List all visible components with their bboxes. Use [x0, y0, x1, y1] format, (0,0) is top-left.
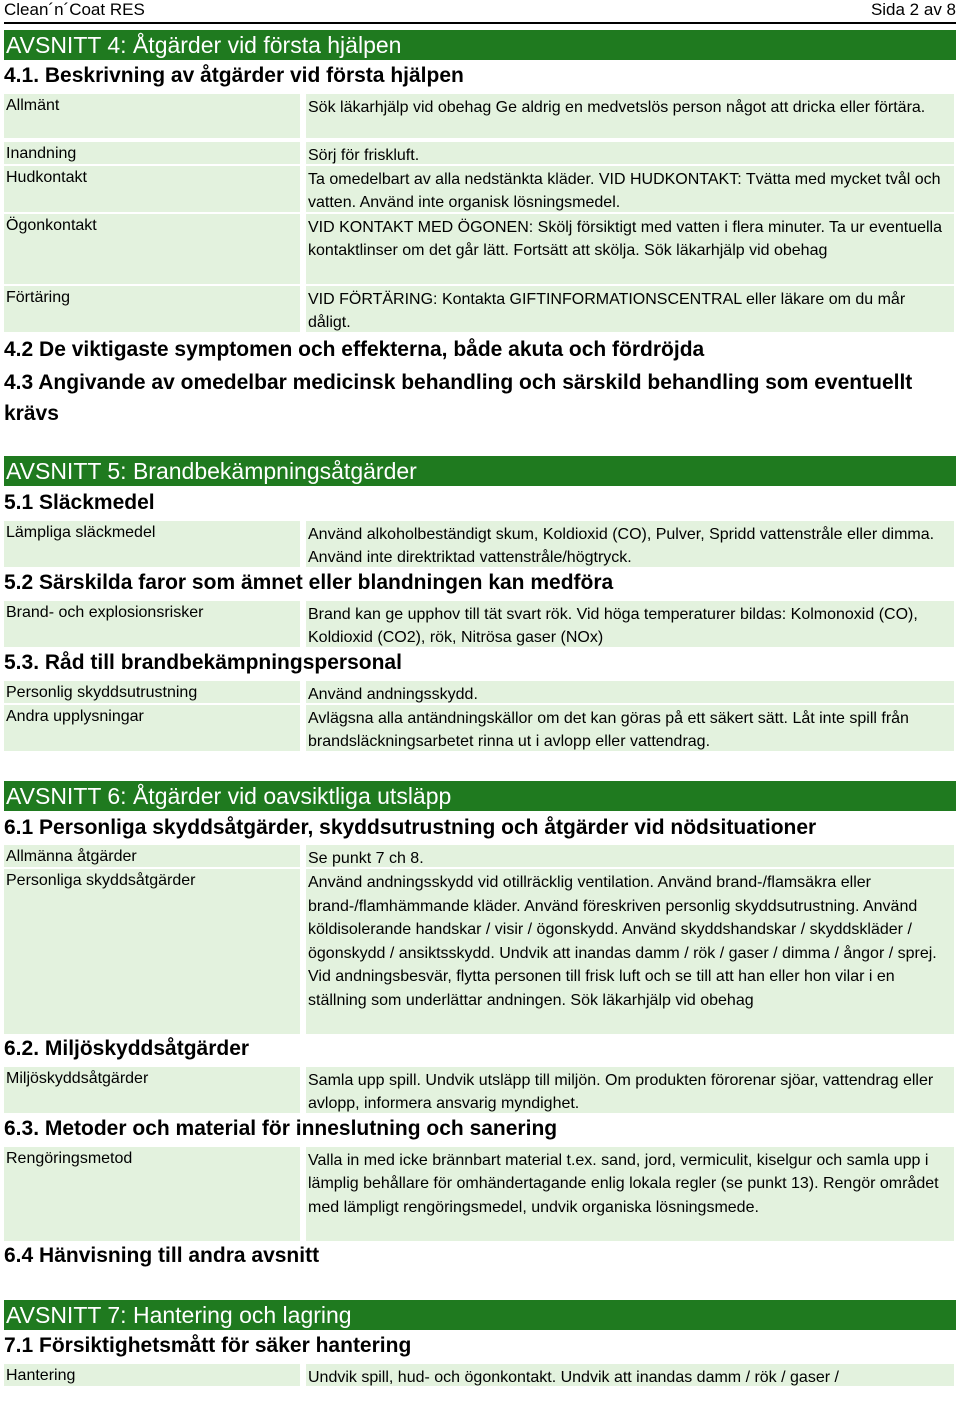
- header-divider: [4, 22, 956, 24]
- label-allmanna-atgarder: Allmänna åtgärder: [4, 845, 300, 867]
- label-hudkontakt: Hudkontakt: [4, 166, 300, 212]
- heading-4-2: 4.2 De viktigaste symptomen och effekterna, både akuta och fördröjda: [4, 338, 705, 361]
- text-personliga-skyddsatgarder: Använd andningsskydd vid otillräcklig ventilation. Använd brand-/flamsäkra eller brand-/flamhämmande kläder. Använd föreskriven personlig skyddsutrustning. Använd köldisolerande handskar / visir / ögonskydd. Använd skyddshandskar / skyddskläder / ögonskydd / ansiktsskydd. Undvik att inandas damm / rök / gaser / dimma / ångor / sprej. Vid andningsbesvär, flytta personen till frisk luft och se till att han eller hon vilar i en ställning som underlättar andningen. Sök läkarhjälp vid obehag: [306, 869, 954, 1034]
- heading-6-1: 6.1 Personliga skyddsåtgärder, skyddsutrustning och åtgärder vid nödsituationer: [4, 816, 817, 839]
- text-allmant: Sök läkarhjälp vid obehag Ge aldrig en medvetslös person något att dricka eller förtära.: [306, 94, 954, 138]
- label-miljoskyddsatgarder: Miljöskyddsåtgärder: [4, 1067, 300, 1113]
- text-fortaring: VID FÖRTÄRING: Kontakta GIFTINFORMATIONSCENTRAL eller läkare om du mår dåligt.: [306, 286, 954, 332]
- label-brand-explosionsrisker: Brand- och explosionsrisker: [4, 601, 300, 647]
- label-personlig-skyddsutrustning: Personlig skyddsutrustning: [4, 681, 300, 703]
- heading-5-3: 5.3. Råd till brandbekämpningspersonal: [4, 651, 402, 674]
- text-rengoringsmetod: Valla in med icke brännbart material t.ex. sand, jord, vermiculit, kiselgur och samla upp i lämplig behållare för omhändertagande enlig lokala regler (se punkt 13). Rengör området med lämpligt rengöringsmedel, undvik organiska lösningsmede.: [306, 1147, 954, 1241]
- label-lampliga-slackmedel: Lämpliga släckmedel: [4, 521, 300, 567]
- text-personlig-skyddsutrustning: Använd andningsskydd.: [306, 681, 954, 703]
- text-hudkontakt: Ta omedelbart av alla nedstänkta kläder. VID HUDKONTAKT: Tvätta med mycket tvål och vatten. Använd inte organisk lösningsmedel.: [306, 166, 954, 212]
- text-inandning: Sörj för friskluft.: [306, 142, 954, 164]
- text-hantering: Undvik spill, hud- och ögonkontakt. Undvik att inandas damm / rök / gaser /: [306, 1364, 954, 1386]
- label-andra-upplysningar: Andra upplysningar: [4, 705, 300, 751]
- label-allmant: Allmänt: [4, 94, 300, 138]
- text-ogonkontakt: VID KONTAKT MED ÖGONEN: Skölj försiktigt med vatten i flera minuter. Ta ur eventuella kontaktlinser om det går lätt. Fortsätt att skölja. Sök läkarhjälp vid obehag: [306, 214, 954, 284]
- label-inandning: Inandning: [4, 142, 300, 164]
- text-lampliga-slackmedel: Använd alkoholbeständigt skum, Koldioxid (CO), Pulver, Spridd vattenstråle eller dimma. Använd inte direktriktad vattenstråle/högtryck.: [306, 521, 954, 567]
- label-fortaring: Förtäring: [4, 286, 300, 332]
- heading-6-3: 6.3. Metoder och material för inneslutning och sanering: [4, 1117, 558, 1140]
- section-7-title: AVSNITT 7: Hantering och lagring: [4, 1300, 956, 1330]
- section-4-title: AVSNITT 4: Åtgärder vid första hjälpen: [4, 30, 956, 60]
- label-rengoringsmetod: Rengöringsmetod: [4, 1147, 300, 1241]
- text-miljoskyddsatgarder: Samla upp spill. Undvik utsläpp till miljön. Om produkten förorenar sjöar, vattendrag eller avlopp, informera ansvarig myndighet.: [306, 1067, 954, 1113]
- heading-7-1: 7.1 Försiktighetsmått för säker hantering: [4, 1334, 412, 1357]
- label-ogonkontakt: Ögonkontakt: [4, 214, 300, 284]
- label-hantering: Hantering: [4, 1364, 300, 1386]
- heading-4-3: 4.3 Angivande av omedelbar medicinsk behandling och särskild behandling som eventuellt krävs: [4, 371, 913, 425]
- section-5-title: AVSNITT 5: Brandbekämpningsåtgärder: [4, 456, 956, 486]
- text-brand-explosionsrisker: Brand kan ge upphov till tät svart rök. Vid höga temperaturer bildas: Kolmonoxid (CO), Koldioxid (CO2), rök, Nitrösa gaser (NOx): [306, 601, 954, 647]
- product-name: Clean´n´Coat RES: [4, 0, 145, 19]
- heading-4-1: 4.1. Beskrivning av åtgärder vid första hjälpen: [4, 64, 464, 87]
- section-6-title: AVSNITT 6: Åtgärder vid oavsiktliga utsläpp: [4, 781, 956, 811]
- heading-6-2: 6.2. Miljöskyddsåtgärder: [4, 1037, 250, 1060]
- label-personliga-skyddsatgarder: Personliga skyddsåtgärder: [4, 869, 300, 1034]
- text-andra-upplysningar: Avlägsna alla antändningskällor om det kan göras på ett säkert sätt. Låt inte spill från brandsläckningsarbetet rinna ut i avlopp eller vattendrag.: [306, 705, 954, 751]
- heading-6-4: 6.4 Hänvisning till andra avsnitt: [4, 1244, 320, 1267]
- heading-5-2: 5.2 Särskilda faror som ämnet eller blandningen kan medföra: [4, 571, 614, 594]
- text-allmanna-atgarder: Se punkt 7 ch 8.: [306, 845, 954, 867]
- heading-5-1: 5.1 Släckmedel: [4, 491, 155, 514]
- page-number: Sida 2 av 8: [870, 0, 956, 19]
